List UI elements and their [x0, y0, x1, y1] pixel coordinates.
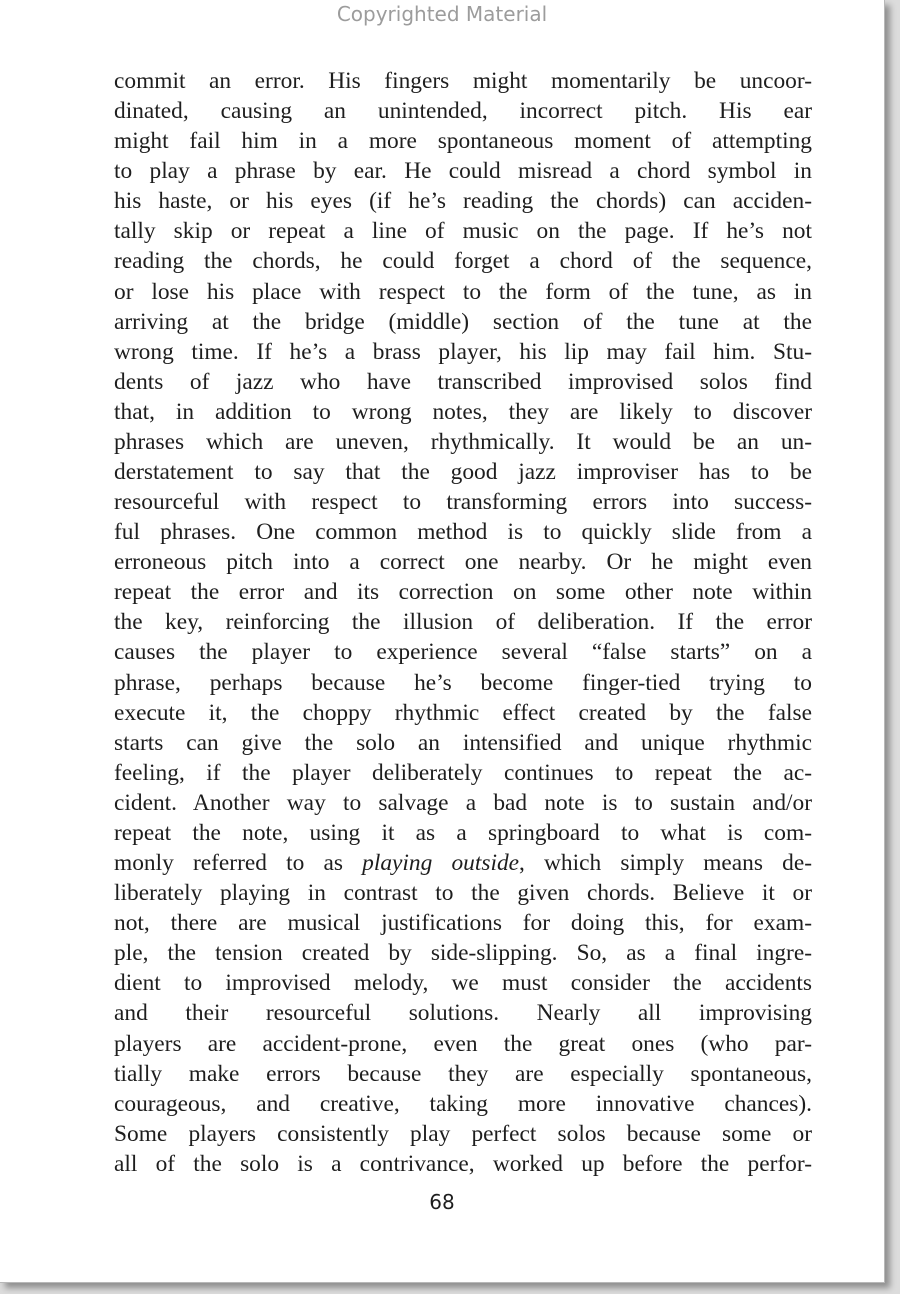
text-line: tially make errors because they are especially spontaneous,: [114, 1060, 812, 1087]
copyright-watermark: Copyrighted Material: [336, 2, 548, 26]
text-line: commit an error. His fingers might momentarily be uncoor-: [114, 68, 812, 94]
text-line: liberately playing in contrast to the given chords. Believe it or: [114, 880, 812, 907]
text-line: derstatement to say that the good jazz improviser has to be: [114, 459, 812, 486]
text-line: all of the solo is a contrivance, worked up before the perfor-: [114, 1150, 812, 1177]
text-line-tail: , which simply means de-: [519, 850, 812, 877]
text-line: ple, the tension created by side-slipping. So, as a final ingre-: [114, 940, 812, 967]
text-line: dient to improvised melody, we must consider the accidents: [114, 970, 812, 997]
text-line: phrases which are uneven, rhythmically. It would be an un-: [114, 428, 812, 455]
text-line: Some players consistently play perfect solos because some or: [114, 1120, 812, 1147]
text-line: courageous, and creative, taking more innovative chances).: [114, 1090, 812, 1117]
text-line: his haste, or his eyes (if he’s reading the chords) can acciden-: [114, 188, 812, 215]
text-line: not, there are musical justifications for doing this, for exam-: [114, 910, 812, 937]
text-line: resourceful with respect to transforming errors into success-: [114, 489, 812, 516]
text-line: arriving at the bridge (middle) section of the tune at the: [114, 308, 812, 335]
text-line: repeat the note, using it as a springboard to what is com-: [114, 819, 812, 846]
text-line: dents of jazz who have transcribed improvised solos find: [114, 368, 812, 395]
text-line: reading the chords, he could forget a chord of the sequence,: [114, 248, 812, 275]
text-line: players are accident-prone, even the great ones (who par-: [114, 1030, 812, 1057]
text-line: phrase, perhaps because he’s become finger-tied trying to: [114, 669, 812, 696]
text-line: or lose his place with respect to the form of the tune, as in: [114, 278, 812, 305]
text-line: might fail him in a more spontaneous moment of attempting: [114, 128, 812, 155]
text-line-with-emphasis: [114, 848, 812, 878]
text-line: starts can give the solo an intensified and unique rhythmic: [114, 729, 812, 756]
text-line: that, in addition to wrong notes, they are likely to discover: [114, 398, 812, 425]
body-text: [114, 66, 812, 1179]
text-line: feeling, if the player deliberately continues to repeat the ac-: [114, 759, 812, 786]
text-line: execute it, the choppy rhythmic effect created by the false: [114, 699, 812, 726]
italic-term: playing outside: [362, 850, 520, 877]
text-line: dinated, causing an unintended, incorrect pitch. His ear: [114, 98, 812, 125]
page-number: 68: [429, 1190, 455, 1214]
text-line: erroneous pitch into a correct one nearby. Or he might even: [114, 549, 812, 576]
text-line: to play a phrase by ear. He could misread a chord symbol in: [114, 158, 812, 185]
text-line: causes the player to experience several “false starts” on a: [114, 639, 812, 666]
text-line-lead: monly referred to as: [114, 850, 363, 877]
text-line: wrong time. If he’s a brass player, his lip may fail him. Stu-: [114, 338, 812, 365]
text-line: ful phrases. One common method is to quickly slide from a: [114, 519, 812, 546]
text-line: cident. Another way to salvage a bad note is to sustain and/or: [114, 789, 812, 816]
text-line: tally skip or repeat a line of music on the page. If he’s not: [114, 218, 812, 245]
text-line: repeat the error and its correction on some other note within: [114, 579, 812, 606]
text-line: the key, reinforcing the illusion of deliberation. If the error: [114, 609, 812, 636]
text-line: and their resourceful solutions. Nearly all improvising: [114, 1000, 812, 1027]
